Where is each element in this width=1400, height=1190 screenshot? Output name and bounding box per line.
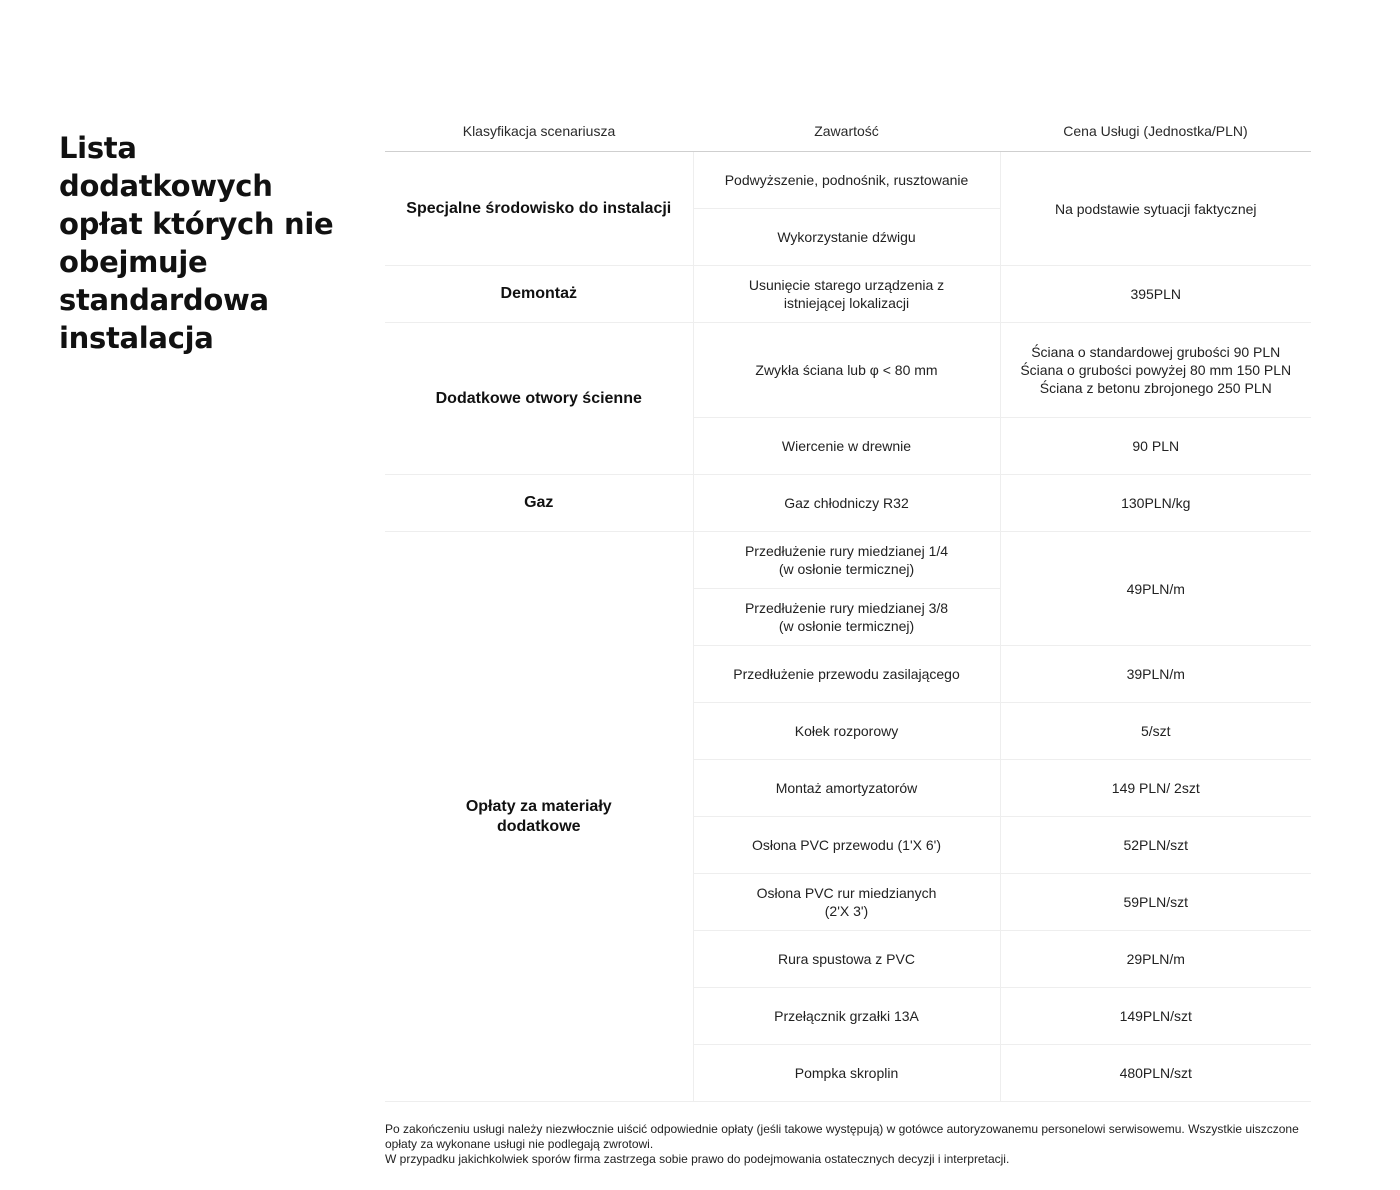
content-cell xyxy=(693,589,1000,646)
content-line: (2'X 3') xyxy=(824,903,869,919)
category-cell: Demontaż xyxy=(385,266,693,323)
price-cell: 5/szt xyxy=(1000,703,1311,760)
content-line: Osłona PVC rur miedzianych xyxy=(756,885,937,901)
content-cell: Wykorzystanie dźwigu xyxy=(693,209,1000,266)
category-cell: Dodatkowe otwory ścienne xyxy=(385,323,693,475)
content-line: Usunięcie starego urządzenia z xyxy=(748,277,945,293)
content-cell: Przedłużenie przewodu zasilającego xyxy=(693,646,1000,703)
content-cell: Wiercenie w drewnie xyxy=(693,418,1000,475)
price-cell: 149 PLN/ 2szt xyxy=(1000,760,1311,817)
fee-table xyxy=(385,110,1311,1102)
category-cell: Gaz xyxy=(385,475,693,532)
title-line: obejmuje xyxy=(59,245,208,280)
price-cell: 395PLN xyxy=(1000,266,1311,323)
footnote-line: W przypadku jakichkolwiek sporów firma zastrzega sobie prawo do podejmowania ostatecznych decyzji i interpretacji. xyxy=(385,1152,1010,1166)
content-cell: Gaz chłodniczy R32 xyxy=(693,475,1000,532)
price-cell: Na podstawie sytuacji faktycznej xyxy=(1000,152,1311,266)
price-cell: 480PLN/szt xyxy=(1000,1045,1311,1102)
price-cell: 130PLN/kg xyxy=(1000,475,1311,532)
content-cell: Zwykła ściana lub φ < 80 mm xyxy=(693,323,1000,418)
page-title xyxy=(59,129,359,357)
content-cell xyxy=(693,532,1000,589)
price-cell: 90 PLN xyxy=(1000,418,1311,475)
content-cell xyxy=(693,874,1000,931)
title-line: instalacja xyxy=(59,321,214,356)
price-line: Ściana o standardowej grubości 90 PLN xyxy=(1031,344,1281,360)
header-category: Klasyfikacja scenariusza xyxy=(385,110,693,152)
table-row xyxy=(385,475,1311,532)
content-line: (w osłonie termicznej) xyxy=(778,618,915,634)
content-line: (w osłonie termicznej) xyxy=(778,561,915,577)
title-line: standardowa xyxy=(59,283,269,318)
price-cell: 59PLN/szt xyxy=(1000,874,1311,931)
content-cell: Osłona PVC przewodu (1'X 6') xyxy=(693,817,1000,874)
category-cell: Specjalne środowisko do instalacji xyxy=(385,152,693,266)
content-cell: Montaż amortyzatorów xyxy=(693,760,1000,817)
title-line: Lista dodatkowych xyxy=(59,131,273,204)
table-header-row xyxy=(385,110,1311,152)
price-cell xyxy=(1000,323,1311,418)
header-content: Zawartość xyxy=(693,110,1000,152)
price-cell: 29PLN/m xyxy=(1000,931,1311,988)
category-cell xyxy=(385,532,693,1102)
content-line: Przedłużenie rury miedzianej 1/4 xyxy=(744,543,949,559)
content-line: Przedłużenie rury miedzianej 3/8 xyxy=(744,600,949,616)
footnote xyxy=(385,1122,1311,1167)
content-cell: Przełącznik grzałki 13A xyxy=(693,988,1000,1045)
table-row xyxy=(385,323,1311,418)
price-line: Ściana z betonu zbrojonego 250 PLN xyxy=(1039,380,1272,396)
content-line: istniejącej lokalizacji xyxy=(783,295,910,311)
price-cell: 39PLN/m xyxy=(1000,646,1311,703)
footnote-line: Po zakończeniu usługi należy niezwłocznie uiścić odpowiednie opłaty (jeśli takowe występują) w gotówce autoryzowanemu personelowi serwisowemu. Wszystkie uiszczone opłaty za wykonane usługi nie podlegają zwrotowi. xyxy=(385,1122,1299,1151)
price-cell: 52PLN/szt xyxy=(1000,817,1311,874)
category-line: Opłaty za materiały xyxy=(465,797,612,815)
content-cell: Rura spustowa z PVC xyxy=(693,931,1000,988)
content-cell xyxy=(693,266,1000,323)
content-cell: Pompka skroplin xyxy=(693,1045,1000,1102)
price-line: Ściana o grubości powyżej 80 mm 150 PLN xyxy=(1020,362,1292,378)
table-row xyxy=(385,152,1311,209)
title-line: opłat których nie xyxy=(59,207,334,242)
header-price: Cena Usługi (Jednostka/PLN) xyxy=(1000,110,1311,152)
price-cell: 149PLN/szt xyxy=(1000,988,1311,1045)
price-cell: 49PLN/m xyxy=(1000,532,1311,646)
table-row xyxy=(385,266,1311,323)
content-cell: Kołek rozporowy xyxy=(693,703,1000,760)
table-row xyxy=(385,532,1311,589)
category-line: dodatkowe xyxy=(496,817,581,835)
content-cell: Podwyższenie, podnośnik, rusztowanie xyxy=(693,152,1000,209)
